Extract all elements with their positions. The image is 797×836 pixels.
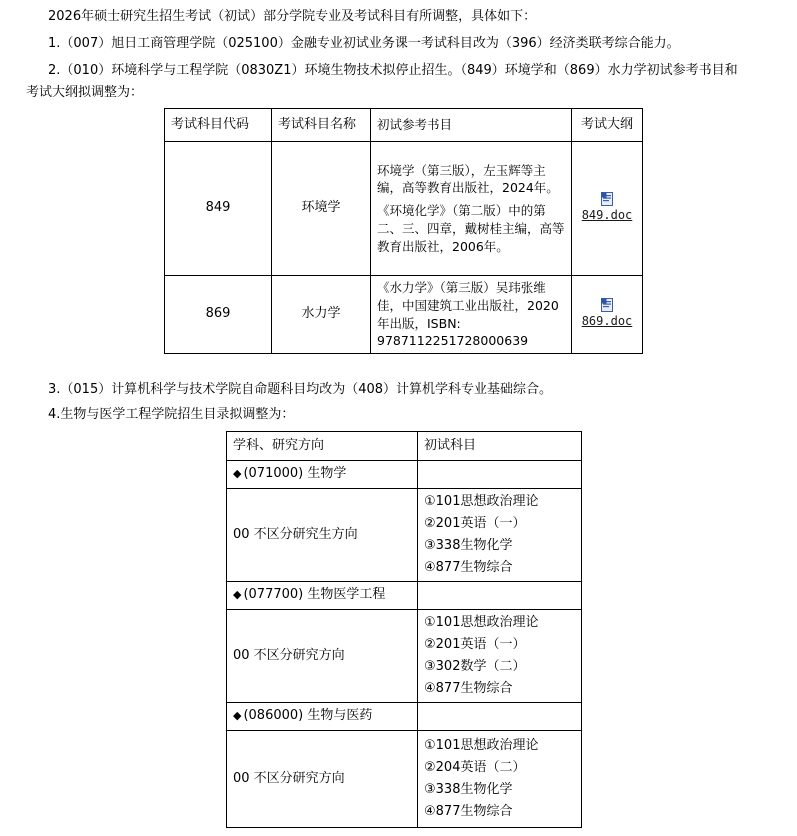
research-direction-cell: 00 不区分研究方向 bbox=[227, 610, 418, 703]
discipline-row bbox=[227, 461, 582, 489]
header-discipline: 学科、研究方向 bbox=[227, 432, 418, 461]
exam-subject-list bbox=[424, 489, 575, 581]
exam-subjects-cell bbox=[418, 489, 582, 582]
list-item: ①101思想政治理论 bbox=[424, 615, 539, 630]
exam-subjects-cell bbox=[418, 731, 582, 828]
list-item: ③338生物化学 bbox=[424, 782, 513, 797]
direction-row bbox=[227, 489, 582, 582]
item-4-paragraph: 4.生物与医学工程学院招生目录拟调整为： bbox=[48, 407, 295, 422]
empty-cell bbox=[418, 582, 582, 610]
header-subject-code: 考试科目代码 bbox=[165, 109, 272, 142]
list-item: ②201英语（一） bbox=[424, 637, 526, 652]
header-exam-outline: 考试大纲 bbox=[572, 109, 643, 142]
empty-cell bbox=[418, 703, 582, 731]
item-2-paragraph-line-1: 2.（010）环境科学与工程学院（0830Z1）环境生物技术拟停止招生。（849）环境学和（869）水力学初试参考书目和 bbox=[48, 63, 738, 78]
header-exam-subjects: 初试科目 bbox=[418, 432, 582, 461]
outline-download-link-869[interactable] bbox=[582, 298, 633, 332]
subject-name-cell: 水力学 bbox=[272, 276, 371, 354]
table-header-row bbox=[227, 432, 582, 461]
table-row bbox=[165, 142, 643, 276]
table-header-row bbox=[165, 109, 643, 142]
list-item: ④877生物综合 bbox=[424, 804, 513, 819]
reference-books-cell bbox=[371, 276, 572, 354]
reference-book: 《水力学》（第三版）吴玮张维佳，中国建筑工业出版社，2020年出版，ISBN: 9787112251728000639 bbox=[377, 280, 559, 349]
document-file-icon bbox=[601, 192, 613, 206]
direction-row bbox=[227, 731, 582, 828]
reference-book: 《环境化学》（第二版）中的第二、三、四章，戴树桂主编，高等教育出版社，2006年。 bbox=[377, 203, 565, 254]
item-2-paragraph-line-2: 考试大纲拟调整为： bbox=[26, 85, 144, 100]
diamond-bullet-icon: ◆ bbox=[233, 709, 242, 723]
list-item: ①101思想政治理论 bbox=[424, 738, 539, 753]
intro-paragraph: 2026年硕士研究生招生考试（初试）部分学院专业及考试科目有所调整，具体如下： bbox=[48, 9, 537, 24]
item-1-paragraph: 1.（007）旭日工商管理学院（025100）金融专业初试业务课一考试科目改为（396）经济类联考综合能力。 bbox=[48, 36, 680, 51]
discipline-label: (077700) 生物医学工程 bbox=[243, 587, 386, 603]
outline-file-name: 849.doc bbox=[581, 207, 633, 222]
exam-outline-cell bbox=[572, 276, 643, 354]
reference-book: 环境学（第三版），左玉辉等主编，高等教育出版社，2024年。 bbox=[377, 162, 559, 196]
discipline-label: (071000) 生物学 bbox=[243, 466, 347, 482]
exam-subject-list bbox=[424, 610, 575, 702]
direction-row bbox=[227, 610, 582, 703]
subject-code-cell: 869 bbox=[165, 276, 272, 354]
list-item: ③338生物化学 bbox=[424, 538, 513, 553]
list-item: ②201英语（一） bbox=[424, 516, 526, 531]
item-3-paragraph: 3.（015）计算机科学与技术学院自命题科目均改为（408）计算机学科专业基础综合。 bbox=[48, 382, 553, 397]
discipline-row bbox=[227, 582, 582, 610]
list-item: ②204英语（二） bbox=[424, 760, 526, 775]
discipline-cell bbox=[227, 703, 418, 731]
list-item: ③302数学（二） bbox=[424, 659, 526, 674]
discipline-row bbox=[227, 703, 582, 731]
header-subject-name: 考试科目名称 bbox=[272, 109, 371, 142]
enrollment-catalog-table bbox=[226, 431, 582, 828]
diamond-bullet-icon: ◆ bbox=[233, 467, 242, 481]
research-direction-cell: 00 不区分研究生方向 bbox=[227, 489, 418, 582]
reference-books-cell bbox=[371, 142, 572, 276]
discipline-cell bbox=[227, 461, 418, 489]
discipline-cell bbox=[227, 582, 418, 610]
list-item: ①101思想政治理论 bbox=[424, 494, 539, 509]
subject-code-cell: 849 bbox=[165, 142, 272, 276]
table-row bbox=[165, 276, 643, 354]
exam-subject-list bbox=[424, 733, 575, 825]
document-file-icon bbox=[601, 298, 613, 312]
outline-file-name: 869.doc bbox=[581, 313, 633, 328]
outline-download-link-849[interactable] bbox=[582, 192, 633, 226]
exam-subject-table bbox=[164, 108, 643, 354]
empty-cell bbox=[418, 461, 582, 489]
subject-name-cell: 环境学 bbox=[272, 142, 371, 276]
header-reference-books: 初试参考书目 bbox=[371, 109, 572, 142]
diamond-bullet-icon: ◆ bbox=[233, 588, 242, 602]
discipline-label: (086000) 生物与医药 bbox=[243, 708, 373, 724]
exam-subjects-cell bbox=[418, 610, 582, 703]
exam-outline-cell bbox=[572, 142, 643, 276]
list-item: ④877生物综合 bbox=[424, 560, 513, 575]
research-direction-cell: 00 不区分研究方向 bbox=[227, 731, 418, 828]
list-item: ④877生物综合 bbox=[424, 681, 513, 696]
